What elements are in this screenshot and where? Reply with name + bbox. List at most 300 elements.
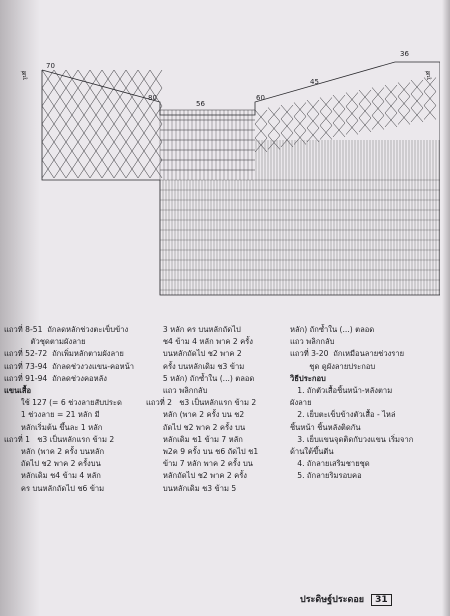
text-line: หลัก) ถักซ้ำใน (...) ตลอด [290,325,375,334]
chart-stitch [138,160,144,169]
chart-stitch [54,169,60,178]
chart-stitch [339,123,345,130]
chart-stitch [274,122,280,129]
chart-stitch [372,109,378,116]
chart-stitch [90,133,96,142]
chart-stitch [294,131,300,138]
chart-stitch [84,124,90,133]
chart-stitch [339,116,345,123]
chart-stitch [261,110,267,117]
chart-stitch [365,97,371,104]
chart-stitch [60,160,66,169]
page-footer [300,592,392,606]
chart-stitch [268,108,274,115]
text-line: หลักถัดไป ช2 พาค 2 ครั้ง [146,471,248,481]
chart-stitch [84,97,90,106]
chart-stitch [84,88,90,97]
chart-stitch [78,169,84,178]
chart-stitch [132,79,138,88]
chart-stitch [411,87,417,94]
chart-stitch [102,70,108,79]
chart-stitch [294,110,300,117]
chart-stitch [411,108,417,115]
chart-stitch [108,106,114,115]
chart-stitch [120,169,126,178]
chart-stitch [268,129,274,136]
chart-stitch [300,110,306,117]
chart-stitch [320,105,326,112]
chart-stitch [84,115,90,124]
text-line: แถวที่ 52-72 ถักเพิ่มหลักตามผังลาย [4,349,124,359]
chart-stitch [346,107,352,114]
chart-stitch [404,97,410,104]
chart-stitch [320,98,326,105]
page-number: 31 [371,594,392,606]
chart-stitch [430,113,436,120]
chart-stitch [66,115,72,124]
chart-stitch [404,83,410,90]
chart-stitch [48,124,54,133]
chart-stitch [417,108,423,115]
chart-stitch [333,116,339,123]
chart-stitch [42,115,48,124]
chart-stitch [352,100,358,107]
text-line: 1 ช่วงลาย = 21 หลัก มี [4,410,100,420]
chart-stitch [96,115,102,124]
chart-stitch [72,160,78,169]
chart-stitch [398,97,404,104]
chart-stitch [391,120,397,127]
chart-stitch [78,124,84,133]
chart-stitch [150,133,156,142]
chart-stitch [102,133,108,142]
chart-stitch [90,115,96,124]
text-line: แถวที่ 1 ช3 เป็นหลักแรก ข้าม 2 [4,434,115,444]
chart-stitch [281,126,287,133]
text-line: ช4 ข้าม 4 หลัก พาค 2 ครั้ง [146,337,253,347]
chart-stitch [132,151,138,160]
chart-stitch [48,160,54,169]
chart-stitch [391,85,397,92]
chart-stitch [339,130,345,137]
chart-stitch [255,110,261,117]
magazine-title: ประดิษฐ์ประดอย [300,595,365,605]
chart-stitch [48,142,54,151]
chart-stitch [385,113,391,120]
chart-stitch [66,142,72,151]
text-line: คร บนหลักถัดไป ช6 ข้าม [4,483,105,493]
chart-stitch [126,142,132,151]
chart-stitch [287,105,293,112]
chart-stitch [307,121,313,128]
chart-stitch [126,133,132,142]
chart-stitch [126,97,132,106]
text-line: แถวที่ 3-20 ถักเหมือนลายช่วงราย [290,349,405,359]
chart-stitch [372,95,378,102]
chart-stitch [326,133,332,140]
chart-stitch [417,101,423,108]
chart-stitch [120,142,126,151]
chart-stitch [78,160,84,169]
chart-stitch [108,142,114,151]
text-line: ถัดไป ช2 พาค 2 ครั้ง บน [146,422,246,432]
chart-stitch [378,88,384,95]
chart-stitch [372,116,378,123]
chart-stitch [313,121,319,128]
chart-stitch [78,88,84,97]
chart-stitch [261,131,267,138]
crochet-chart [20,40,440,320]
chart-stitch [274,129,280,136]
chart-stitch [132,70,138,79]
chart-stitch [385,92,391,99]
chart-stitch [102,124,108,133]
chart-stitch [268,122,274,129]
chart-stitch [90,142,96,151]
chart-stitch [320,112,326,119]
chart-stitch [54,151,60,160]
chart-stitch [404,90,410,97]
chart-stitch [144,70,150,79]
chart-stitch [307,107,313,114]
instructions-column-2 [146,324,286,495]
chart-stitch [132,142,138,151]
chart-stitch [339,102,345,109]
chart-stitch [138,106,144,115]
chart-stitch [60,169,66,178]
text-line: แถว พลิกกลับ [146,386,208,396]
chart-stitch [126,124,132,133]
text-line: พ2ค 9 ครั้ง บน ช6 ถัดไป ช1 [146,447,259,457]
text-line: หลักเดิม ช1 ข้าม 7 หลัก [146,434,243,444]
chart-row-label: 80 [148,94,157,102]
text-line: หลักเริ่มต้น ขึ้นละ 1 หลัก [4,422,103,432]
chart-stitch [424,99,430,106]
text-line: ข้าม 7 หลัก พาค 2 ครั้ง บน [146,459,253,469]
chart-stitch [66,88,72,97]
chart-stitch [132,97,138,106]
text-line: 3 หลัก คร บนหลักถัดไป [146,325,241,334]
chart-stitch [120,115,126,124]
chart-stitch [378,109,384,116]
chart-stitch [60,70,66,79]
chart-side-label: รูปที่ [426,70,432,80]
chart-stitch [78,115,84,124]
chart-stitch [54,124,60,133]
chart-stitch [391,106,397,113]
chart-stitch [114,79,120,88]
chart-stitch [391,92,397,99]
chart-stitch [287,119,293,126]
chart-stitch [126,70,132,79]
chart-stitch [54,97,60,106]
text-line: บนหลักถัดไป ช2 พาค 2 [146,349,242,359]
chart-stitch [294,117,300,124]
chart-stitch [150,70,156,79]
chart-stitch [42,79,48,88]
chart-stitch [72,124,78,133]
chart-stitch [138,151,144,160]
chart-stitch [144,133,150,142]
chart-stitch [320,133,326,140]
text-line: วิธีประกอบ [290,373,326,383]
chart-stitch [411,94,417,101]
chart-stitch [72,151,78,160]
chart-stitch [48,97,54,106]
chart-stitch [150,79,156,88]
chart-stitch [307,114,313,121]
chart-stitch [411,101,417,108]
chart-stitch [108,79,114,88]
chart-stitch [96,169,102,178]
chart-stitch [281,105,287,112]
chart-stitch [346,114,352,121]
chart-stitch [96,151,102,160]
chart-stitch [417,80,423,87]
text-line: ชุด ดูผังลายประกอบ [290,361,376,371]
chart-stitch [42,151,48,160]
chart-stitch [430,99,436,106]
chart-stitch [96,70,102,79]
chart-stitch [42,106,48,115]
chart-stitch [114,142,120,151]
chart-stitch [102,115,108,124]
chart-stitch [90,97,96,106]
chart-stitch [346,93,352,100]
chart-stitch [294,103,300,110]
chart-stitch [48,169,54,178]
chart-stitch [150,142,156,151]
text-line: แถวที่ 8-51 ถักลดหลักช่วงตะเข็บข้าง [4,325,129,334]
chart-stitch [54,115,60,124]
chart-stitch [150,106,156,115]
chart-stitch [84,142,90,151]
text-line: ใช้ 127 (= 6 ช่วงลายสับประด [4,398,122,408]
chart-stitch [424,85,430,92]
chart-stitch [255,124,261,131]
chart-row-label: 36 [400,50,409,58]
chart-stitch [346,128,352,135]
chart-stitch [281,119,287,126]
chart-stitch [398,83,404,90]
chart-stitch [307,128,313,135]
chart-stitch [66,106,72,115]
chart-stitch [352,128,358,135]
chart-stitch [120,79,126,88]
chart-stitch [359,125,365,132]
chart-stitch [60,133,66,142]
text-line: บนหลักเดิม ช3 ข้าม 5 [146,483,237,493]
chart-stitch [48,115,54,124]
chart-stitch [268,115,274,122]
chart-stitch [385,85,391,92]
chart-stitch [346,100,352,107]
chart-stitch [48,106,54,115]
text-line: หลัก (พาค 2 ครั้ง บน ช2 [146,410,245,420]
chart-stitch [108,115,114,124]
chart-stitch [66,133,72,142]
chart-stitch [66,151,72,160]
chart-stitch [144,142,150,151]
chart-stitch [326,98,332,105]
chart-stitch [144,106,150,115]
text-line: แถวที่ 2 ช3 เป็นหลักแรก ข้าม 2 [146,398,257,408]
chart-stitch [108,70,114,79]
chart-stitch [138,97,144,106]
chart-stitch [300,131,306,138]
text-line: แถวที่ 91-94 ถักลดช่วงคอหลัง [4,373,107,383]
chart-stitch [307,100,313,107]
text-line: แถว พลิกกลับ [290,337,335,347]
chart-stitch [372,123,378,130]
chart-stitch [144,151,150,160]
chart-stitch [430,106,436,113]
chart-stitch [114,115,120,124]
chart-stitch [126,115,132,124]
chart-stitch [398,111,404,118]
chart-stitch [120,124,126,133]
chart-stitch [90,106,96,115]
chart-stitch [385,99,391,106]
chart-stitch [60,106,66,115]
chart-stitch [352,93,358,100]
chart-stitch [326,119,332,126]
chart-stitch [60,79,66,88]
chart-stitch [313,128,319,135]
chart-stitch [300,124,306,131]
chart-stitch [156,70,162,79]
chart-stitch [42,133,48,142]
instructions-column-3 [290,324,440,483]
chart-stitch [48,133,54,142]
chart-stitch [120,97,126,106]
chart-stitch [144,160,150,169]
chart-stitch [96,142,102,151]
chart-stitch [96,88,102,97]
chart-stitch [261,117,267,124]
chart-stitch [96,79,102,88]
chart-stitch [150,169,156,178]
chart-stitch [333,95,339,102]
chart-stitch [274,115,280,122]
chart-stitch [156,142,162,151]
chart-stitch [138,115,144,124]
chart-stitch [156,124,162,133]
chart-stitch [108,133,114,142]
chart-stitch [417,115,423,122]
chart-stitch [120,70,126,79]
chart-stitch [126,151,132,160]
chart-stitch [313,114,319,121]
chart-stitch [359,111,365,118]
chart-stitch [138,124,144,133]
chart-stitch [54,88,60,97]
text-line: ถัดไป ช2 พาค 2 ครั้งบน [4,459,101,469]
chart-stitch [417,87,423,94]
chart-stitch [287,133,293,140]
chart-stitch [132,133,138,142]
chart-stitch [359,104,365,111]
chart-stitch [287,126,293,133]
chart-stitch [54,160,60,169]
chart-stitch [391,113,397,120]
chart-stitch [84,160,90,169]
chart-stitch [102,151,108,160]
chart-stitch [398,104,404,111]
chart-stitch [300,103,306,110]
chart-stitch [156,160,162,169]
chart-stitch [84,133,90,142]
chart-stitch [333,102,339,109]
chart-stitch [66,160,72,169]
chart-stitch [411,115,417,122]
chart-stitch [54,79,60,88]
chart-stitch [150,115,156,124]
chart-stitch [66,169,72,178]
chart-stitch [84,79,90,88]
chart-stitch [114,97,120,106]
chart-stitch [96,160,102,169]
chart-stitch [108,160,114,169]
chart-stitch [108,169,114,178]
chart-stitch [320,119,326,126]
chart-stitch [378,116,384,123]
chart-stitch [365,118,371,125]
text-line: 1. ถักตัวเสื้อชิ้นหน้า-หลังตาม [290,386,393,396]
text-line: ด้านใต้ขึ้นตีน [290,447,334,457]
chart-stitch [144,115,150,124]
chart-stitch [138,88,144,97]
chart-stitch [138,79,144,88]
chart-stitch [138,142,144,151]
chart-stitch [72,97,78,106]
chart-stitch [126,169,132,178]
chart-stitch [126,160,132,169]
chart-row-label: 45 [310,78,319,86]
chart-stitch [333,130,339,137]
chart-stitch [102,142,108,151]
chart-stitch [365,104,371,111]
chart-stitch [424,92,430,99]
chart-stitch [78,70,84,79]
chart-stitch [42,160,48,169]
chart-stitch [90,70,96,79]
chart-stitch [78,97,84,106]
chart-stitch [66,97,72,106]
chart-stitch [114,70,120,79]
text-line: แขนเสื้อ [4,386,32,396]
chart-stitch [417,94,423,101]
chart-stitch [42,97,48,106]
text-line: ตัวชุดตามผังลาย [4,337,86,347]
crochet-chart-svg [20,40,440,320]
chart-stitch [346,121,352,128]
chart-stitch [126,106,132,115]
text-line: 4. ถักลายเสริมชายชุด [290,459,370,469]
chart-stitch [372,88,378,95]
chart-stitch [294,124,300,131]
chart-stitch [96,124,102,133]
chart-stitch [72,115,78,124]
chart-stitch [84,70,90,79]
chart-stitch [359,118,365,125]
chart-stitch [78,142,84,151]
chart-stitch [352,121,358,128]
chart-stitch [287,112,293,119]
chart-stitch [144,169,150,178]
chart-stitch [42,88,48,97]
chart-stitch [313,107,319,114]
